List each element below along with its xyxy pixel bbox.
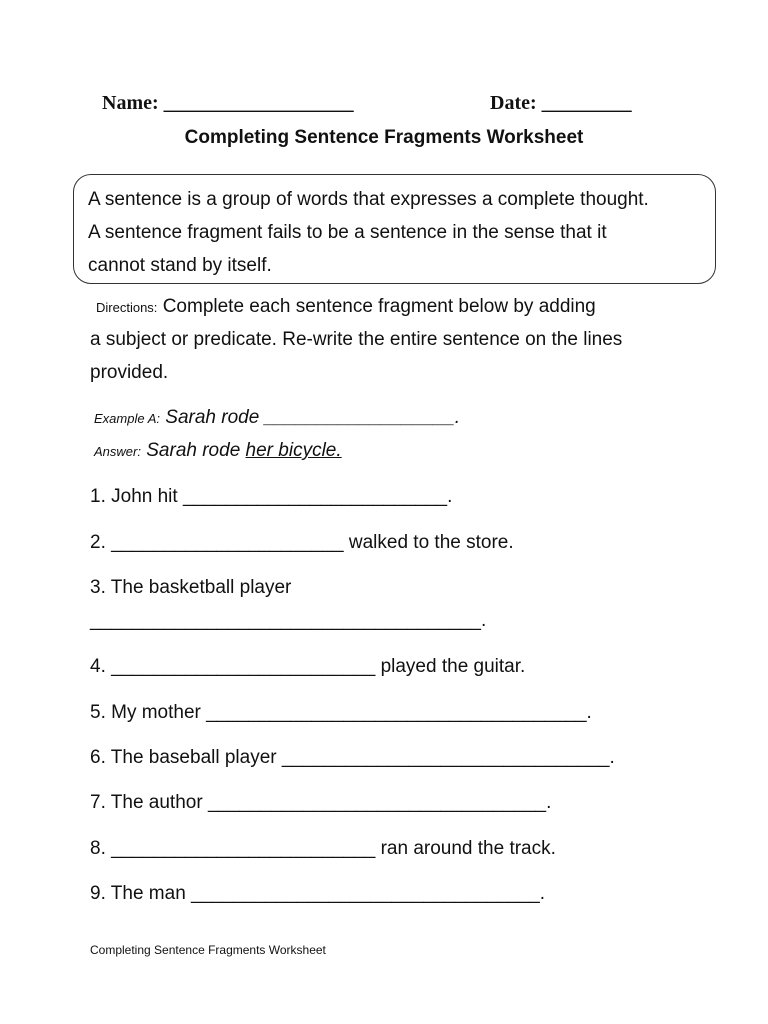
definition-line-2: A sentence fragment fails to be a sentence in the sense that it [88,222,607,243]
example-text: Sarah rode __________________. [165,407,461,428]
item-3-blank: _____________________________________. [90,610,487,631]
directions-label: Directions: [96,300,158,315]
item-7: 7. The author ________________________________. [90,792,552,813]
item-5: 5. My mother ____________________________________. [90,702,592,723]
definition-line-1: A sentence is a group of words that expresses a complete thought. [88,189,649,210]
directions-line-3: provided. [90,362,169,383]
date-field-label: Date: _________ [490,92,632,114]
answer-line [94,440,342,462]
item-6: 6. The baseball player _______________________________. [90,747,615,768]
footer-text: Completing Sentence Fragments Worksheet [90,943,326,957]
definition-box [73,174,716,284]
page-title: Completing Sentence Fragments Worksheet [184,127,584,148]
directions-line-2: a subject or predicate. Re-write the entire sentence on the lines [90,329,623,350]
item-3: 3. The basketball player [90,577,292,598]
answer-prefix: Sarah rode [146,440,241,461]
example-label: Example A: [94,411,160,426]
item-2: 2. ______________________ walked to the store. [90,532,514,553]
item-1: 1. John hit _________________________. [90,486,453,507]
answer-label: Answer: [94,444,141,459]
name-field-label: Name: ___________________ [102,92,354,114]
definition-line-3: cannot stand by itself. [88,255,272,276]
answer-underlined: her bicycle. [245,440,342,461]
item-9: 9. The man _________________________________. [90,883,546,904]
directions-line-1 [96,296,596,318]
directions-text-1: Complete each sentence fragment below by adding [162,296,596,317]
example-line [94,407,460,429]
item-8: 8. _________________________ ran around the track. [90,838,556,859]
item-4: 4. _________________________ played the guitar. [90,656,526,677]
